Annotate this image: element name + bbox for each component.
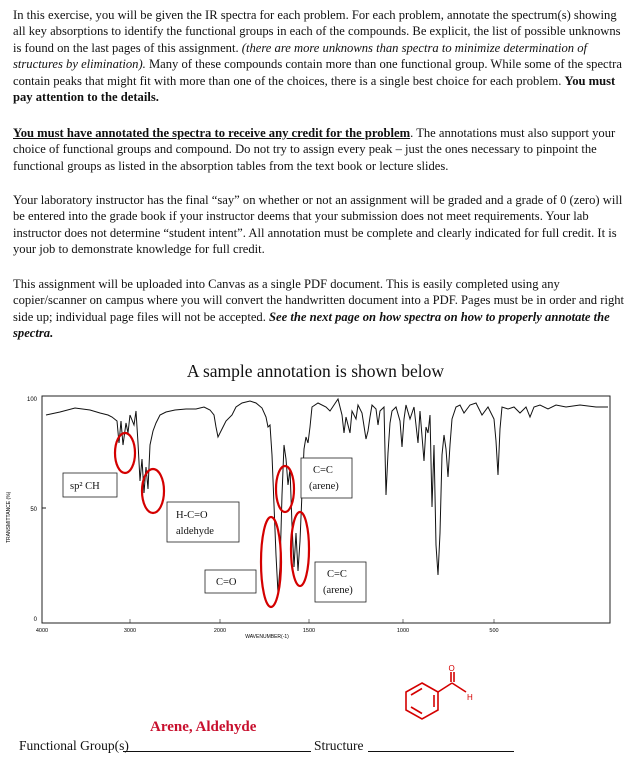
y-tick-0: 0 <box>33 617 37 623</box>
annotation-box-arene-2 <box>315 562 366 602</box>
annotation-circle-aldehyde-ch <box>142 469 164 513</box>
annotation-label-sp2-ch: sp² CH <box>70 481 100 492</box>
x-axis-title: WAVENUMBER(-1) <box>245 634 289 640</box>
annotation-label-carbonyl: C=O <box>216 577 237 588</box>
annotation-circle-carbonyl <box>261 517 281 607</box>
annotation-circle-arene-1 <box>276 466 294 512</box>
structure-label: Structure <box>314 738 364 753</box>
oxygen-atom-label: O <box>448 664 455 673</box>
annotation-label-arene-1-line1: C=C <box>313 465 333 476</box>
y-tick-100: 100 <box>26 397 37 403</box>
x-tick-2000: 2000 <box>213 628 227 634</box>
functional-groups-answer: Arene, Aldehyde <box>150 719 257 735</box>
annotation-box-arene-1 <box>301 458 352 498</box>
annotation-label-arene-2-line2: (arene) <box>323 585 353 596</box>
annotation-circle-arene-2 <box>291 512 309 586</box>
y-tick-50: 50 <box>30 507 37 513</box>
functional-groups-label: Functional Group(s) <box>19 738 129 753</box>
y-axis-title: TRANSMITTANCE (%) <box>6 491 12 543</box>
hydrogen-atom-label: H <box>467 693 473 702</box>
benzaldehyde-structure <box>392 663 502 733</box>
x-tick-1000: 1000 <box>396 628 410 634</box>
annotation-label-arene-1-line2: (arene) <box>309 481 339 492</box>
instructions-paragraph-2: You must have annotated the spectra to receive any credit for the problem. The annotations must also support your choice of functional groups and compound. Do not try to assign every peak – just the ones necessary to pinpoint the functional groups as listed in the absorption tables from the text book or lecture slides. <box>13 126 616 173</box>
x-tick-500: 500 <box>489 628 499 634</box>
annotation-label-aldehyde-line2: aldehyde <box>176 526 214 537</box>
annotation-label-aldehyde-line1: H-C=O <box>176 510 208 521</box>
structure-line <box>368 751 514 752</box>
x-tick-3000: 3000 <box>123 628 137 634</box>
instructions-paragraph-1: In this exercise, you will be given the IR spectra for each problem. For each problem, annotate the spectrum(s) showing all key absorptions to identify the functional groups in each of the compounds. Be explicit, the list of possible unknowns is found on the last pages of this assignment. (there are more unknowns than spectra to minimize determination of structures by elimination). Many of these compounds contain more than one functional group. While some of the spectra contain peaks that might fit with more than one of the choices, there is a single best choice for each problem. You must pay attention to the details. <box>13 8 622 105</box>
annotation-circle-sp2-ch <box>115 433 135 473</box>
sample-caption: A sample annotation is shown below <box>186 361 445 381</box>
instructions-paragraph-4: This assignment will be uploaded into Canvas as a single PDF document. This is easily completed using any copier/scanner on campus where you will convert the handwritten document into a PDF. Pages must be in order and right side up; individual page files will not be accepted. See the next page on how spectra on how to properly annotate the spectra. <box>13 277 625 341</box>
annotation-label-arene-2-line1: C=C <box>327 569 347 580</box>
x-tick-1500: 1500 <box>302 628 316 634</box>
functional-groups-line <box>123 751 311 752</box>
ir-spectrum <box>0 385 631 655</box>
x-tick-4000: 4000 <box>35 628 49 634</box>
instructions-paragraph-3: Your laboratory instructor has the final “say” on whether or not an assignment will be graded and a grade of 0 (zero) will be entered into the grade book if your instructor deems that your submission does not meet requirements. Your lab instructor does not determine “student intent”. All annotation must be complete and clearly indicated for full credit. It is your job to demonstrate knowledge for full credit. <box>13 193 623 257</box>
